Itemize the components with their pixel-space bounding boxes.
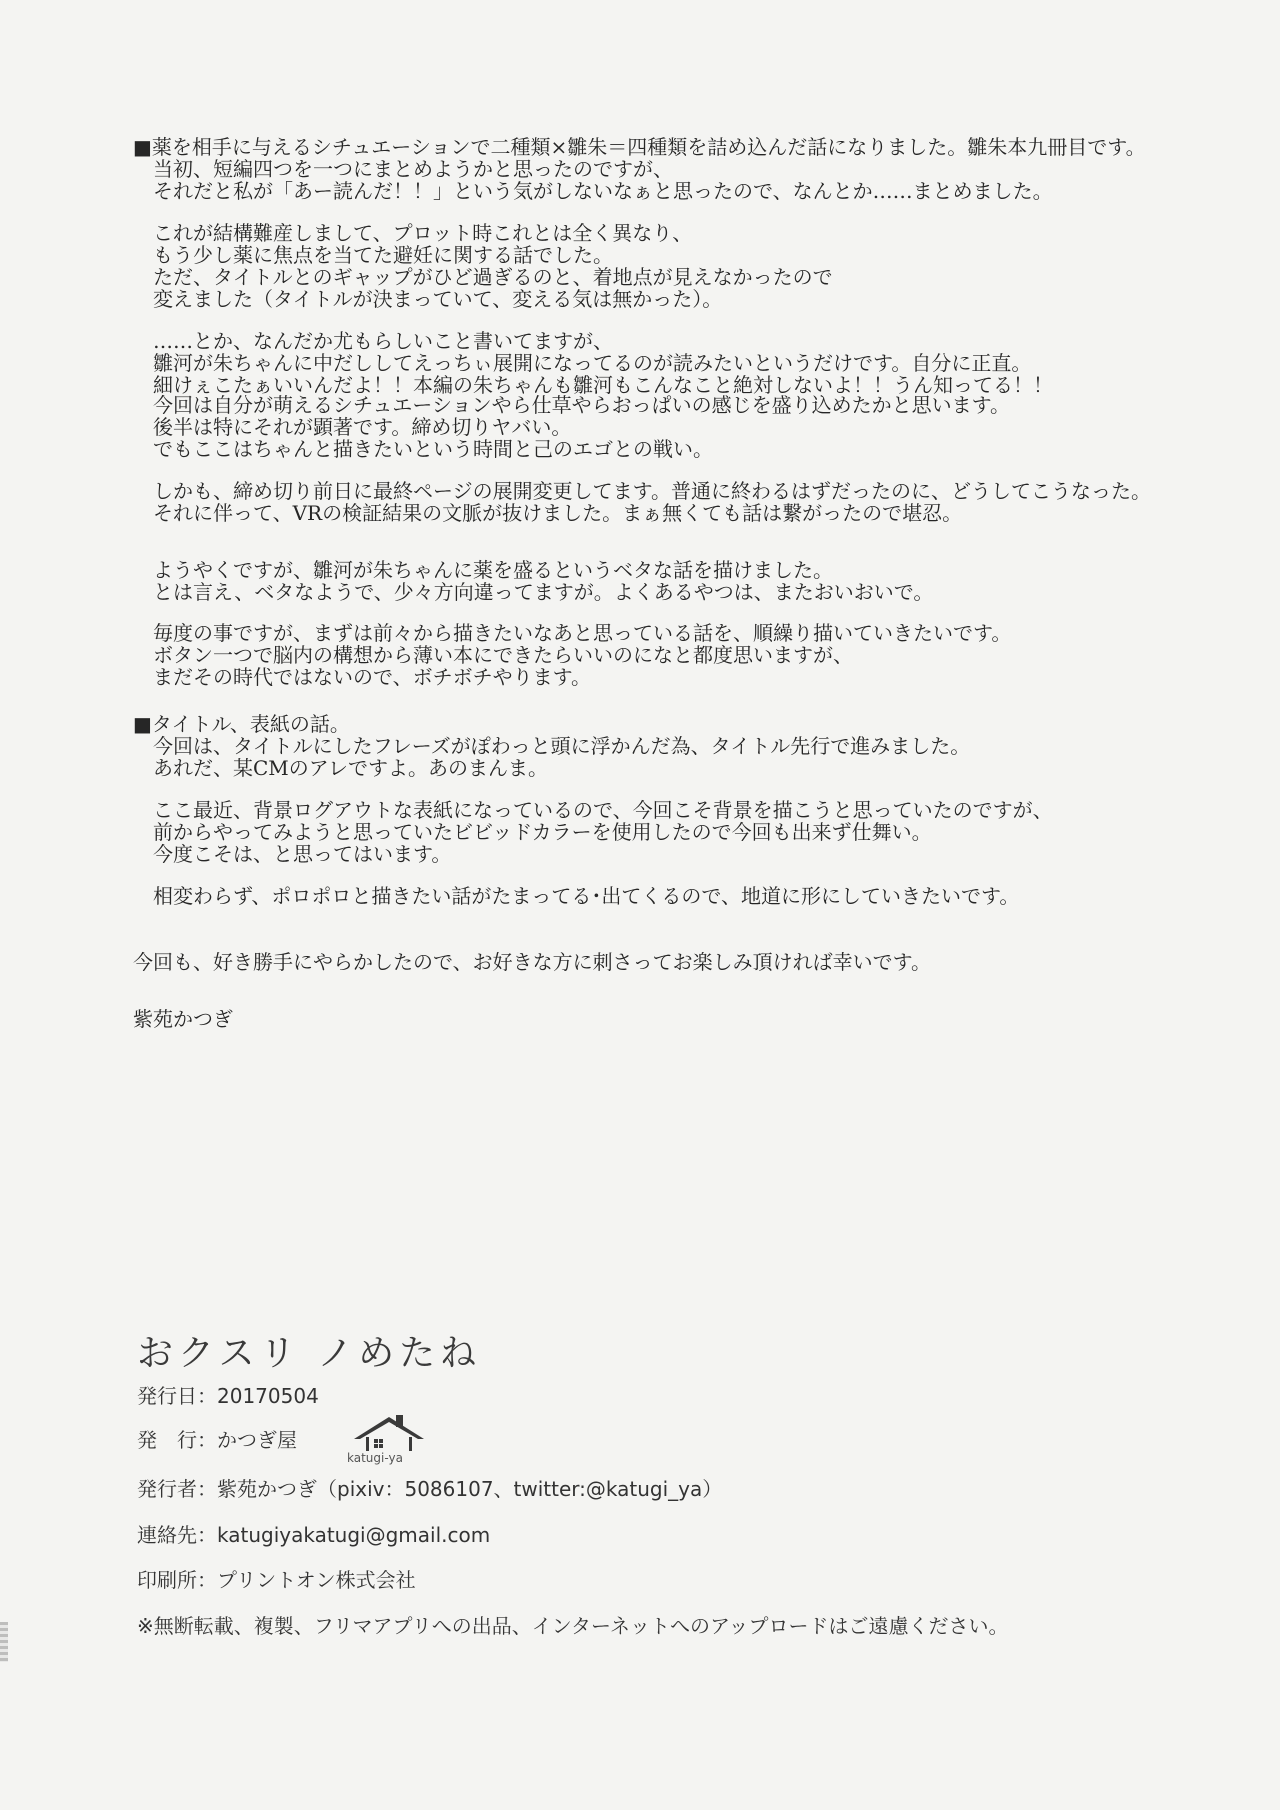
text-line: あれだ、某CMのアレですよ。あのまんま。 (153, 756, 548, 780)
text-line: ここ最近、背景ログアウトな表紙になっているので、今回こそ背景を描こうと思っていたのですが、 (153, 798, 1053, 822)
text-line: ……とか、なんだか尤もらしいこと書いてますが、 (153, 329, 613, 353)
copyright-notice: ※無断転載、複製、フリマアプリへの出品、インターネットへのアップロードはご遠慮ください。 (137, 1614, 1009, 1638)
afterword-paragraph-5 (133, 480, 1151, 524)
text-line: これが結構難産しまして、プロット時これとは全く異なり、 (153, 221, 693, 245)
text-line: 今回は、タイトルにしたフレーズがぽわっと頭に浮かんだ為、タイトル先行で進みました。 (153, 734, 971, 758)
text-line: 後半は特にそれが顕著です。締め切りヤバい。 (153, 415, 572, 439)
afterword-paragraph-7 (133, 622, 1011, 688)
text-line: とは言え、ベタなようで、少々方向違ってますが。よくあるやつは、またおいおいで。 (153, 580, 934, 604)
issuer: 発行者：紫苑かつぎ（pixiv：5086107、twitter:@katugi_ya） (137, 1477, 723, 1501)
text-line: もう少し薬に焦点を当てた避妊に関する話でした。 (153, 243, 613, 267)
afterword-signature (133, 1008, 233, 1030)
logo-caption: katugi-ya (347, 1451, 403, 1465)
text-line: 今度こそは、と思ってはいます。 (153, 842, 452, 866)
text-line: それだと私が「あー読んだ！！」という気がしないなぁと思ったので、なんとか……まとめました。 (153, 179, 1053, 203)
text-line: ■タイトル、表紙の話。 (133, 712, 350, 736)
afterword-paragraph-8 (133, 713, 970, 779)
text-line: ようやくですが、雛河が朱ちゃんに薬を盛るというベタな話を描けました。 (153, 558, 833, 582)
afterword-paragraph-6 (133, 559, 933, 603)
text-line: でもここはちゃんと描きたいという時間と己のエゴとの戦い。 (153, 437, 713, 461)
text-line: 今回も、好き勝手にやらかしたので、お好きな方に刺さってお楽しみ頂ければ幸いです。 (133, 950, 931, 974)
scan-edge-mark (0, 1622, 8, 1662)
text-line: ただ、タイトルとのギャップがひど過ぎるのと、着地点が見えなかったので (153, 265, 833, 289)
text-line: しかも、締め切り前日に最終ページの展開変更してます。普通に終わるはずだったのに、どうしてこうなった。 (153, 479, 1151, 503)
afterword-paragraph-3 (133, 330, 1053, 396)
text-line: 前からやってみようと思っていたビビッドカラーを使用したので今回も出来ず仕舞い。 (153, 820, 932, 844)
text-line: 当初、短編四つを一つにまとめようかと思ったのですが、 (153, 157, 673, 181)
text-line: 毎度の事ですが、まずは前々から描きたいなあと思っている話を、順繰り描いていきたいです。 (153, 621, 1012, 645)
text-line: 雛河が朱ちゃんに中だししてえっちぃ展開になってるのが読みたいというだけです。自分に正直。 (153, 351, 1032, 375)
afterword-paragraph-9 (133, 799, 1053, 865)
text-line: 細けぇこたぁいいんだよ！！本編の朱ちゃんも雛河もこんなこと絶対しないよ！！うん知ってる！！ (153, 373, 1053, 397)
text-line: 変えました（タイトルが決まっていて、変える気は無かった）。 (153, 287, 723, 311)
text-line: ボタン一つで脳内の構想から薄い本にできたらいいのになと都度思いますが、 (153, 643, 853, 667)
book-title: おクスリ ノめたね (137, 1333, 482, 1374)
printer: 印刷所：プリントオン株式会社 (137, 1568, 416, 1592)
publisher: 発 行：かつぎ屋 (137, 1428, 297, 1452)
issue-date: 発行日：20170504 (137, 1384, 319, 1408)
colophon (137, 1325, 1237, 1638)
contact: 連絡先：katugiyakatugi@gmail.com (137, 1523, 491, 1547)
text-line: ■薬を相手に与えるシチュエーションで二種類×雛朱＝四種類を詰め込んだ話になりました。雛朱本九冊目です。 (133, 135, 1146, 159)
afterword-paragraph-1 (133, 136, 1146, 202)
afterword-paragraph-10 (133, 885, 1019, 907)
text-line: 今回は自分が萌えるシチュエーションやら仕草やらおっぱいの感じを盛り込めたかと思います。 (153, 393, 1010, 417)
author-signature: 紫苑かつぎ (133, 1007, 233, 1031)
afterword-paragraph-2 (133, 222, 833, 310)
afterword-paragraph-4 (133, 394, 1010, 460)
text-line: 相変わらず、ポロポロと描きたい話がたまってる･出てくるので、地道に形にしていきたいです。 (153, 884, 1020, 908)
text-line: それに伴って、VRの検証結果の文脈が抜けました。まぁ無くても話は繋がったので堪忍。 (153, 501, 963, 525)
afterword-closing (133, 951, 931, 973)
text-line: まだその時代ではないので、ボチボチやります。 (153, 665, 591, 689)
